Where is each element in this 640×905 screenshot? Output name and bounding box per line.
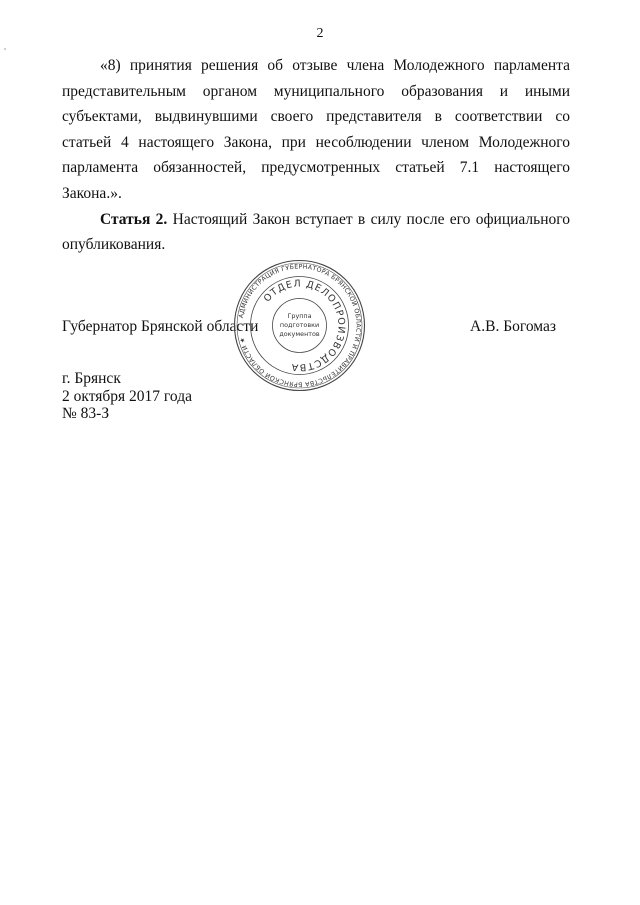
stamp-center-line: документов xyxy=(279,330,320,338)
article-line: опубликования. xyxy=(62,236,166,254)
paragraph-line: «8) принятия решения об отзыве члена Молодежного парламента xyxy=(100,57,570,74)
paragraph-line: статьей 4 настоящего Закона, при несоблюдении членом Молодежного xyxy=(62,133,570,151)
official-stamp xyxy=(232,258,367,393)
signatory-title: Губернатор Брянской области xyxy=(62,318,259,335)
page-number: 2 xyxy=(316,26,324,41)
paragraph-line: субъектами, выдвинувшими своего представителя в соответствии со xyxy=(62,108,570,126)
paragraph-line: представительным органом муниципального образования и иными xyxy=(62,82,570,100)
paragraph-line: Закона.». xyxy=(62,184,122,202)
stamp-outer-text: АДМИНИСТРАЦИЯ ГУБЕРНАТОРА БРЯНСКОЙ ОБЛАСТИ И ПРАВИТЕЛЬСТВА БРЯНСКОЙ ОБЛАСТИ ★ xyxy=(237,263,362,388)
document-footer xyxy=(62,370,192,423)
article-text: Настоящий Закон вступает в силу после его официального xyxy=(167,210,570,228)
article-2 xyxy=(62,207,570,258)
paragraph-item-8 xyxy=(62,53,570,207)
stamp-center-line: Группа xyxy=(287,312,312,320)
scan-speck xyxy=(4,48,6,50)
footer-number: № 83-З xyxy=(62,405,110,422)
footer-date: 2 октября 2017 года xyxy=(62,387,192,405)
stamp-inner-text: ОТДЕЛ ДЕЛОПРОИЗВОДСТВА xyxy=(261,278,347,373)
signatory-name: А.В. Богомаз xyxy=(470,318,556,335)
paragraph-line: парламента обязанностей, предусмотренных статьей 7.1 настоящего xyxy=(62,159,570,177)
stamp-center-line: подготовки xyxy=(279,321,320,329)
footer-city: г. Брянск xyxy=(62,370,121,387)
article-line xyxy=(62,207,570,233)
article-heading: Статья 2. xyxy=(100,210,168,228)
document-body xyxy=(62,53,570,258)
